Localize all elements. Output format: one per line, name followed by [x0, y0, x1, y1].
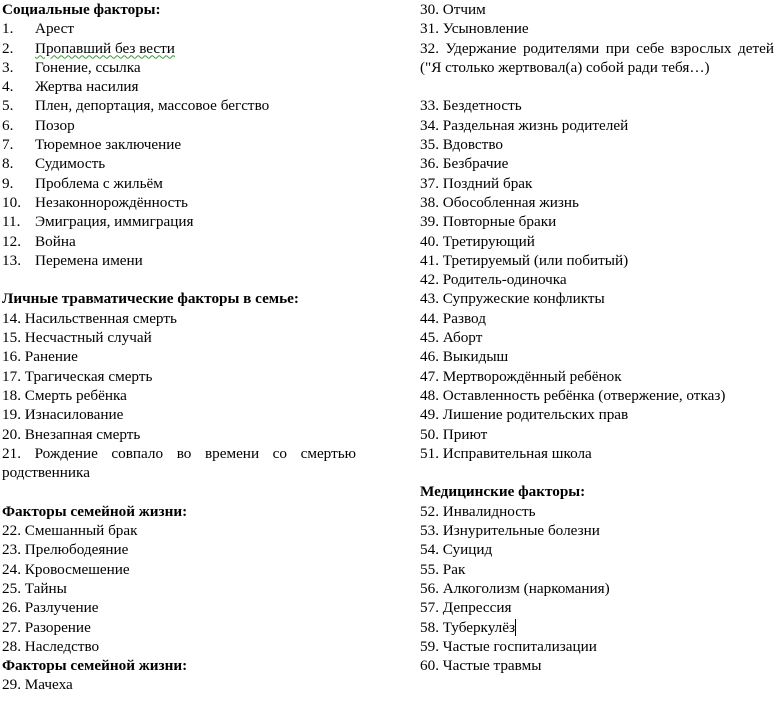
item-text: Война: [35, 232, 76, 250]
item-text: Позор: [35, 116, 75, 134]
item-number: 1.: [2, 20, 14, 38]
list-item: [2, 251, 356, 270]
item-number: 13.: [2, 251, 21, 269]
item-text: Арест: [35, 20, 75, 38]
item-text-spellcheck-flagged: Пропавший без вести: [35, 39, 175, 57]
list-item: [2, 212, 356, 231]
list-item: 24. Кровосмешение: [2, 560, 130, 578]
item-number: 7.: [2, 136, 14, 154]
item-number: 12.: [2, 232, 21, 250]
list-item: 30. Отчим: [420, 1, 486, 18]
list-item: 14. Насильственная смерть: [2, 309, 177, 327]
blank-line: [420, 463, 774, 482]
list-item: 33. Бездетность: [420, 97, 522, 115]
item-text: Тюремное заключение: [35, 136, 182, 154]
section-heading-social: Социальные факторы:: [2, 1, 161, 18]
list-item: 34. Раздельная жизнь родителей: [420, 116, 629, 134]
list-item: 25. Тайны: [2, 579, 67, 597]
list-item: 37. Поздний брак: [420, 174, 533, 192]
list-item: 20. Внезапная смерть: [2, 425, 141, 443]
item-number: 8.: [2, 155, 14, 173]
blank-line: [2, 482, 356, 501]
list-item: 36. Безбрачие: [420, 155, 509, 173]
list-item: 55. Рак: [420, 560, 466, 578]
list-item: [2, 135, 356, 154]
item-text: Жертва насилия: [35, 78, 139, 96]
item-text: Судимость: [35, 155, 106, 173]
list-item: 23. Прелюбодеяние: [2, 541, 129, 559]
list-item: [2, 77, 356, 96]
item-number: 5.: [2, 97, 14, 115]
list-item: 49. Лишение родительских прав: [420, 406, 629, 424]
list-item: [2, 116, 356, 135]
list-item: 22. Смешанный брак: [2, 522, 138, 540]
list-item: [2, 232, 356, 251]
list-item: 56. Алкоголизм (наркомания): [420, 579, 610, 597]
list-item: 35. Вдовство: [420, 136, 503, 154]
list-item: 38. Обособленная жизнь: [420, 193, 579, 211]
section-heading-family-repeat: Факторы семейной жизни:: [2, 657, 188, 675]
list-item: 54. Суицид: [420, 541, 493, 559]
item-text: Плен, депортация, массовое бегство: [35, 97, 270, 115]
list-item: 50. Приют: [420, 425, 488, 443]
item-number: 9.: [2, 174, 14, 192]
section-heading-medical: Медицинские факторы:: [420, 483, 586, 501]
list-item: [2, 174, 356, 193]
list-item: 44. Развод: [420, 309, 486, 327]
item-text: Незаконнорождённость: [35, 193, 188, 211]
item-text: Перемена имени: [35, 251, 143, 269]
list-item: 15. Несчастный случай: [2, 329, 152, 347]
list-item: 17. Трагическая смерть: [2, 367, 153, 385]
list-item: 41. Третируемый (или побитый): [420, 251, 629, 269]
text-cursor-item: 58. Туберкулёз: [420, 618, 515, 636]
list-item: 48. Оставленность ребёнка (отвержение, отказ): [420, 386, 726, 404]
item-number: 3.: [2, 58, 14, 76]
list-item: [2, 58, 356, 77]
list-item: 51. Исправительная школа: [420, 444, 592, 462]
left-column: [2, 0, 356, 695]
list-item: 29. Мачеха: [2, 676, 73, 694]
list-item: 28. Наследство: [2, 637, 100, 655]
list-item: 32. Удержание родителями при себе взрослых детей ("Я столько жертвовал(а) собой ради тебя…): [420, 39, 774, 76]
list-item: 45. Аборт: [420, 329, 483, 347]
list-item: 21. Рождение совпало во времени со смертью родственника: [2, 444, 356, 482]
list-item: 31. Усыновление: [420, 20, 529, 38]
list-item: 59. Частые госпитализации: [420, 637, 597, 655]
list-item: 18. Смерть ребёнка: [2, 386, 127, 404]
list-item-with-cursor[interactable]: [420, 618, 774, 637]
right-column: [420, 0, 774, 675]
list-item: [2, 19, 356, 38]
list-item: 16. Ранение: [2, 348, 78, 366]
item-text: Проблема с жильём: [35, 174, 163, 192]
list-item: 46. Выкидыш: [420, 348, 509, 366]
list-item: 47. Мертворождённый ребёнок: [420, 367, 622, 385]
list-item: 40. Третирующий: [420, 232, 535, 250]
list-item: [2, 39, 356, 58]
item-number: 10.: [2, 193, 21, 211]
section-heading-family: Факторы семейной жизни:: [2, 502, 188, 520]
list-item: 52. Инвалидность: [420, 502, 536, 520]
list-item: [2, 193, 356, 212]
item-number: 2.: [2, 39, 14, 57]
item-text: Гонение, ссылка: [35, 58, 141, 76]
list-item: [2, 96, 356, 115]
list-item: 57. Депрессия: [420, 599, 512, 617]
item-text: Эмиграция, иммиграция: [35, 213, 194, 231]
list-item: [2, 154, 356, 173]
blank-line: [2, 270, 356, 289]
list-item: 19. Изнасилование: [2, 406, 124, 424]
item-number: 6.: [2, 116, 14, 134]
list-item: 53. Изнурительные болезни: [420, 522, 600, 540]
list-item: 60. Частые травмы: [420, 657, 542, 675]
item-number: 11.: [2, 213, 21, 231]
section-heading-personal: Личные травматические факторы в семье:: [2, 290, 299, 308]
list-item: 26. Разлучение: [2, 599, 99, 617]
list-item: 39. Повторные браки: [420, 213, 557, 231]
list-item: 27. Разорение: [2, 618, 91, 636]
list-item: 43. Супружеские конфликты: [420, 290, 605, 308]
list-item: 42. Родитель-одиночка: [420, 271, 567, 289]
item-number: 4.: [2, 78, 14, 96]
